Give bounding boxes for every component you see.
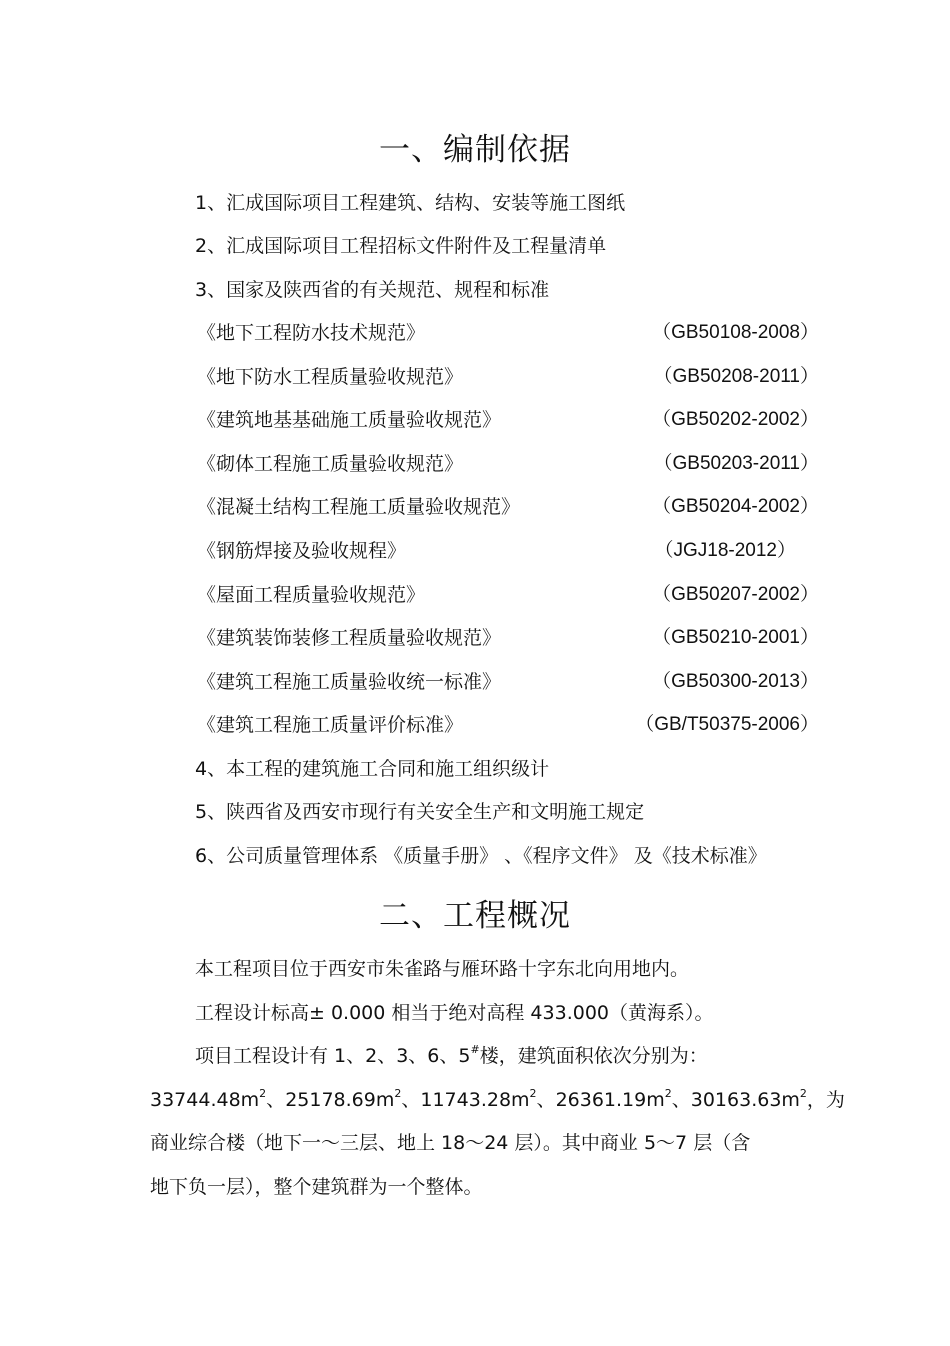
paragraph: 地下负一层），整个建筑群为一个整体。 [150,1176,483,1198]
standard-name: 《建筑工程施工质量评价标准》 [197,714,464,736]
standard-code: （GB/T50375-2006） [635,714,819,735]
list-item: 6、公司质量管理体系 《质量手册》 、《程序文件》 及《技术标准》 [195,845,767,867]
list-item: 5、陕西省及西安市现行有关安全生产和文明施工规定 [195,801,645,823]
standard-name: 《地下工程防水技术规范》 [197,322,426,344]
section-title-overview: 二、工程概况 [379,898,571,934]
standard-name: 《建筑地基基础施工质量验收规范》 [197,409,502,431]
standard-name: 《建筑工程施工质量验收统一标准》 [197,671,502,693]
area-value: 33744.48m [150,1089,260,1111]
area-value: 11743.28m [420,1089,530,1111]
standard-code: （GB50300-2013） [652,671,819,692]
paragraph: 本工程项目位于西安市朱雀路与雁环路十字东北向用地内。 [195,958,690,980]
paragraph-text: 项目工程设计有 1、2、3、6、5 [195,1045,471,1067]
list-item: 2、汇成国际项目工程招标文件附件及工程量清单 [195,235,607,257]
section-title-basis: 一、编制依据 [379,132,571,168]
standard-name: 《混凝土结构工程施工质量验收规范》 [197,496,521,518]
standard-code: （GB50202-2002） [652,409,819,430]
paragraph [195,1044,708,1068]
list-item: 3、国家及陕西省的有关规范、规程和标准 [195,279,550,301]
superscript: 2 [394,1087,402,1100]
paragraph-text: 楼，建筑面积依次分别为： [479,1045,708,1067]
standard-code: （GB50210-2001） [652,627,819,648]
paragraph: 工程设计标高± 0.000 相当于绝对高程 433.000（黄海系）。 [195,1002,714,1024]
standard-name: 《地下防水工程质量验收规范》 [197,366,464,388]
paragraph-text: ，为 [806,1089,845,1111]
superscript: # [470,1043,480,1056]
standard-code: （GB50208-2011） [653,366,819,387]
standard-code: （JGJ18-2012） [654,540,796,561]
standard-code: （GB50204-2002） [652,496,819,517]
standard-name: 《钢筋焊接及验收规程》 [197,540,407,562]
standard-code: （GB50203-2011） [653,453,819,474]
separator: 、 [401,1089,421,1111]
list-item: 1、汇成国际项目工程建筑、结构、安装等施工图纸 [195,192,626,214]
paragraph: 商业综合楼（地下一～三层、地上 18～24 层）。其中商业 5～7 层（含 [150,1132,751,1154]
area-line [150,1087,845,1112]
area-value: 25178.69m [285,1089,395,1111]
standard-code: （GB50207-2002） [652,584,819,605]
separator: 、 [536,1089,556,1111]
area-value: 30163.63m [690,1089,800,1111]
standard-name: 《砌体工程施工质量验收规范》 [197,453,464,475]
list-item: 4、本工程的建筑施工合同和施工组织级计 [195,758,550,780]
separator: 、 [671,1089,691,1111]
superscript: 2 [529,1087,537,1100]
superscript: 2 [259,1087,267,1100]
superscript: 2 [664,1087,672,1100]
area-value: 26361.19m [555,1089,665,1111]
standard-code: （GB50108-2008） [652,322,819,343]
standard-name: 《建筑装饰装修工程质量验收规范》 [197,627,502,649]
standard-name: 《屋面工程质量验收规范》 [197,584,426,606]
superscript: 2 [799,1087,807,1100]
separator: 、 [266,1089,286,1111]
